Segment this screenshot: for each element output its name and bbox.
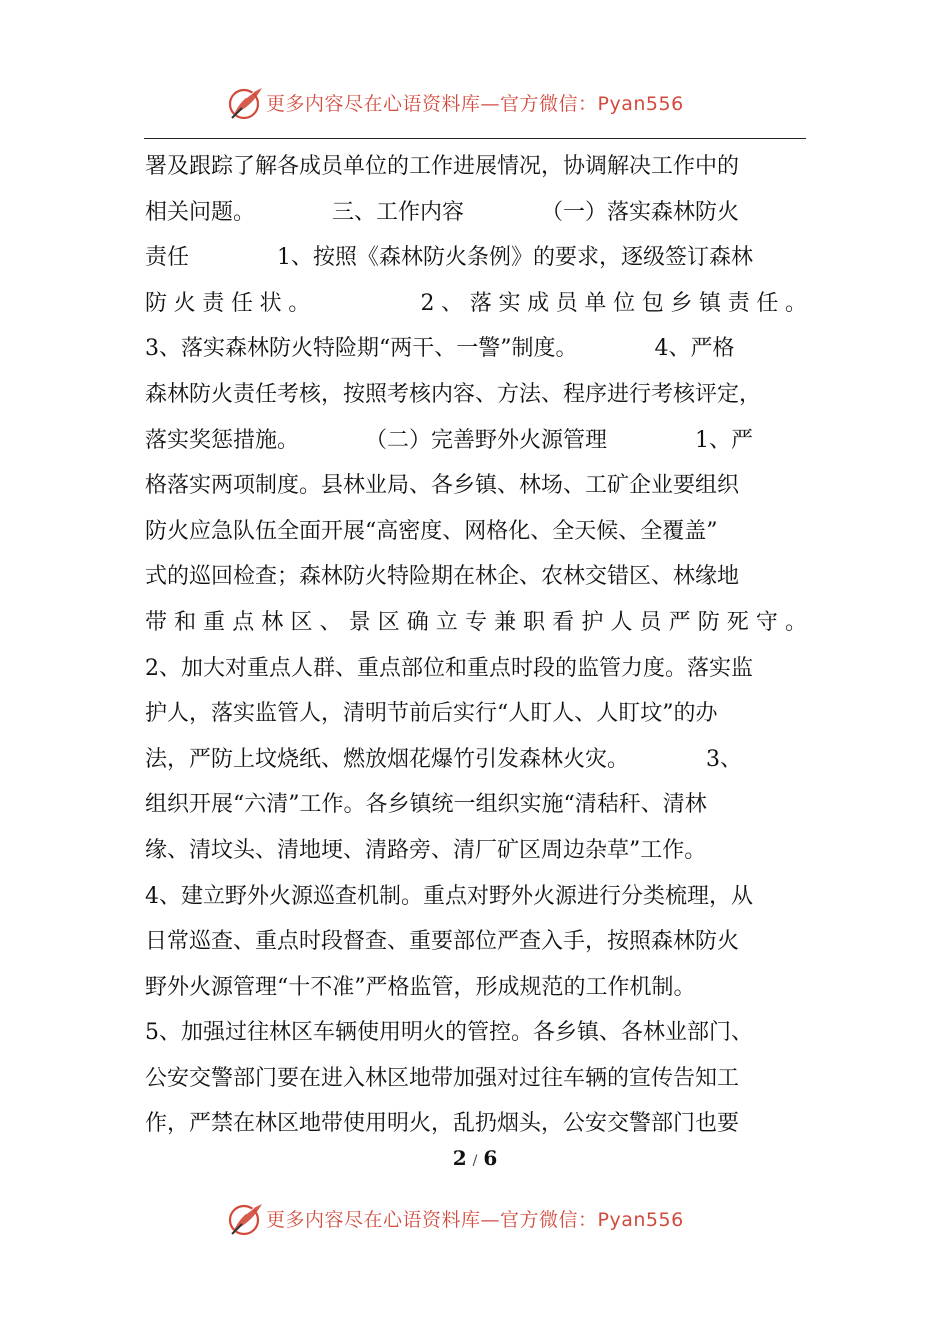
feather-pen-logo-icon [226, 84, 266, 124]
body-line: 责任 1、按照《森林防火条例》的要求，逐级签订森林 [145, 245, 753, 271]
feather-pen-logo-icon [226, 1200, 266, 1240]
body-line: 3、落实森林防火特险期“两干、一警”制度。 4、严格 [145, 336, 735, 362]
header-text-cn: 更多内容尽在心语资料库—官方微信： [266, 93, 598, 115]
body-line: 法，严防上坟烧纸、燃放烟花爆竹引发森林火灾。 3、 [145, 746, 742, 772]
body-line: 落实奖惩措施。 （二）完善野外火源管理 1、严 [145, 427, 753, 453]
body-line: 日常巡查、重点时段督查、重要部位严查入手，按照森林防火 [145, 929, 740, 955]
body-line: 森林防火责任考核，按照考核内容、方法、程序进行考核评定， [145, 381, 762, 407]
body-line: 式的巡回检查；森林防火特险期在林企、农林交错区、林缘地 [145, 564, 740, 590]
body-line: 署及跟踪了解各成员单位的工作进展情况，协调解决工作中的 [145, 154, 740, 179]
page-header-top [0, 84, 950, 128]
body-line: 缘、清坟头、清地埂、清路旁、清厂矿区周边杂草”工作。 [145, 837, 707, 863]
body-line: 带和重点林区、景区确立专兼职看护人员严防死守。 [145, 609, 807, 635]
body-line: 4、建立野外火源巡查机制。重点对野外火源进行分类梳理，从 [145, 883, 753, 909]
header-text-cn: 更多内容尽在心语资料库—官方微信： [266, 1209, 598, 1231]
body-line: 野外火源管理“十不准”严格监管，形成规范的工作机制。 [145, 974, 696, 1000]
body-line: 防火应急队伍全面开展“高密度、网格化、全天候、全覆盖” [145, 518, 718, 544]
header-text [266, 1206, 684, 1234]
page-header-bottom [0, 1200, 950, 1244]
page-current: 2 [452, 1146, 467, 1170]
page-total: 6 [483, 1146, 498, 1170]
body-line: 防火责任状。 2、落实成员单位包乡镇责任。 [145, 290, 807, 316]
body-line: 格落实两项制度。县林业局、各乡镇、林场、工矿企业要组织 [145, 473, 740, 499]
body-line: 组织开展“六清”工作。各乡镇统一组织实施“清秸秆、清林 [145, 792, 707, 818]
body-line: 护人，落实监管人，清明节前后实行“人盯人、人盯坟”的办 [145, 701, 718, 727]
body-line: 公安交警部门要在进入林区地带加强对过往车辆的宣传告知工 [145, 1065, 740, 1091]
page-number [0, 1146, 950, 1170]
body-line: 2、加大对重点人群、重点部位和重点时段的监管力度。落实监 [145, 655, 753, 681]
header-text-en: Pyan556 [597, 1209, 684, 1231]
header-text-en: Pyan556 [597, 93, 684, 115]
header-text [266, 90, 684, 118]
body-line: 相关问题。 三、工作内容 （一）落实森林防火 [145, 199, 740, 225]
header-divider [144, 138, 806, 139]
document-body [145, 144, 807, 1147]
body-line: 作，严禁在林区地带使用明火，乱扔烟头，公安交警部门也要 [145, 1111, 740, 1137]
body-line: 5、加强过往林区车辆使用明火的管控。各乡镇、各林业部门、 [145, 1020, 753, 1046]
page-separator: / [472, 1153, 478, 1169]
